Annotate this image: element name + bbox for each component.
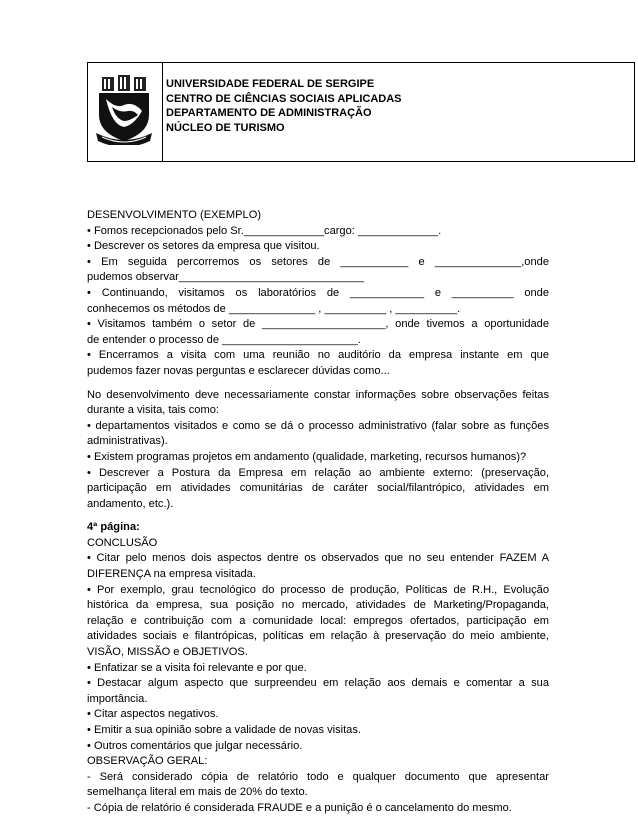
department-name: DEPARTAMENTO DE ADMINISTRAÇÃO bbox=[166, 107, 372, 119]
text-line: andamento, etc.). bbox=[87, 497, 174, 510]
university-name: UNIVERSIDADE FEDERAL DE SERGIPE bbox=[166, 78, 375, 90]
text-line: • Em seguida percorremos os setores de ___________ e ______________,onde bbox=[87, 255, 549, 268]
university-crest-icon bbox=[94, 75, 154, 145]
text-line: • Visitamos também o setor de ____________________, onde tivemos a oportunidade bbox=[87, 318, 549, 331]
logo-cell bbox=[88, 63, 163, 161]
text-line: • Descrever os setores da empresa que visitou. bbox=[87, 240, 320, 253]
text-line: • departamentos visitados e como se dá o processo administrativo (falar sobre as funções bbox=[87, 419, 549, 432]
document-body bbox=[87, 208, 549, 817]
header-box bbox=[87, 62, 635, 162]
text-line: • Existem programas projetos em andamento (qualidade, marketing, recursos humanos)? bbox=[87, 450, 527, 463]
text-line: administrativas). bbox=[87, 435, 168, 448]
text-line: • Enfatizar se a visita foi relevante e por que. bbox=[87, 661, 307, 674]
text-line: de entender o processo de ______________________. bbox=[87, 333, 361, 346]
text-line: • Emitir a sua opinião sobre a validade de novas visitas. bbox=[87, 724, 361, 736]
text-line: - Cópia de relatório é considerada FRAUDE e a punição é o cancelamento do mesmo. bbox=[87, 801, 512, 814]
text-line: durante a visita, tais como: bbox=[87, 404, 219, 417]
spacer bbox=[87, 512, 549, 520]
text-line: pudemos fazer novas perguntas e esclarecer dúvidas como... bbox=[87, 364, 390, 377]
text-line: relação e contribuição com a comunidade local: empregos ofertados, participação em bbox=[87, 614, 549, 627]
text-line: conhecemos os métodos de ______________ , __________ , __________. bbox=[87, 302, 461, 315]
text-line: No desenvolvimento deve necessariamente constar informações sobre observações feitas bbox=[87, 388, 549, 401]
text-line: VISÃO, MISSÃO e OBJETIVOS. bbox=[87, 646, 248, 659]
text-line: • Outros comentários que julgar necessário. bbox=[87, 739, 303, 752]
text-line: • Citar pelo menos dois aspectos dentre os observados que no seu entender FAZEM A bbox=[87, 552, 549, 565]
section-title-observacao-geral: OBSERVAÇÃO GERAL: bbox=[87, 755, 208, 768]
section-title-desenvolvimento: DESENVOLVIMENTO (EXEMPLO) bbox=[87, 209, 262, 221]
center-name: CENTRO DE CIÊNCIAS SOCIAIS APLICADAS bbox=[166, 92, 402, 105]
text-line: importância. bbox=[87, 692, 148, 705]
text-line: • Por exemplo, grau tecnológico do processo de produção, Políticas de R.H., Evolução bbox=[87, 583, 549, 596]
section-title-conclusao: CONCLUSÃO bbox=[87, 536, 158, 549]
text-line: • Fomos recepcionados pelo Sr._____________cargo: _____________. bbox=[87, 224, 442, 237]
page-label: 4ª página: bbox=[87, 521, 140, 534]
text-line: pudemos observar______________________________ bbox=[87, 271, 364, 284]
text-line: - Será considerado cópia de relatório todo e qualquer documento que apresentar bbox=[87, 770, 549, 783]
text-line: semelhança literal em mais de 20% do texto. bbox=[87, 786, 308, 799]
text-line: • Continuando, visitamos os laboratórios de ____________ e __________ onde bbox=[87, 286, 549, 299]
text-line: atividades sociais e filantrópicas, políticas em relação à preservação do meio ambiente, bbox=[87, 630, 549, 643]
nucleus-name: NÚCLEO DE TURISMO bbox=[166, 121, 285, 134]
text-line: DIFERENÇA na empresa visitada. bbox=[87, 568, 256, 581]
text-line: histórica da empresa, sua posição no mercado, atividades de Marketing/Propaganda, bbox=[87, 599, 549, 612]
text-line: participação em atividades comunitárias de caráter social/filantrópico, atividades em bbox=[87, 482, 549, 495]
header-title-block bbox=[166, 77, 402, 135]
text-line: • Encerramos a visita com uma reunião no auditório da empresa instante em que bbox=[87, 349, 549, 362]
text-line: • Destacar algum aspecto que surpreendeu em relação aos demais e comentar a sua bbox=[87, 677, 549, 690]
spacer bbox=[87, 380, 549, 388]
text-line: • Citar aspectos negativos. bbox=[87, 708, 219, 721]
text-line: • Descrever a Postura da Empresa em relação ao ambiente externo: (preservação, bbox=[87, 466, 549, 479]
